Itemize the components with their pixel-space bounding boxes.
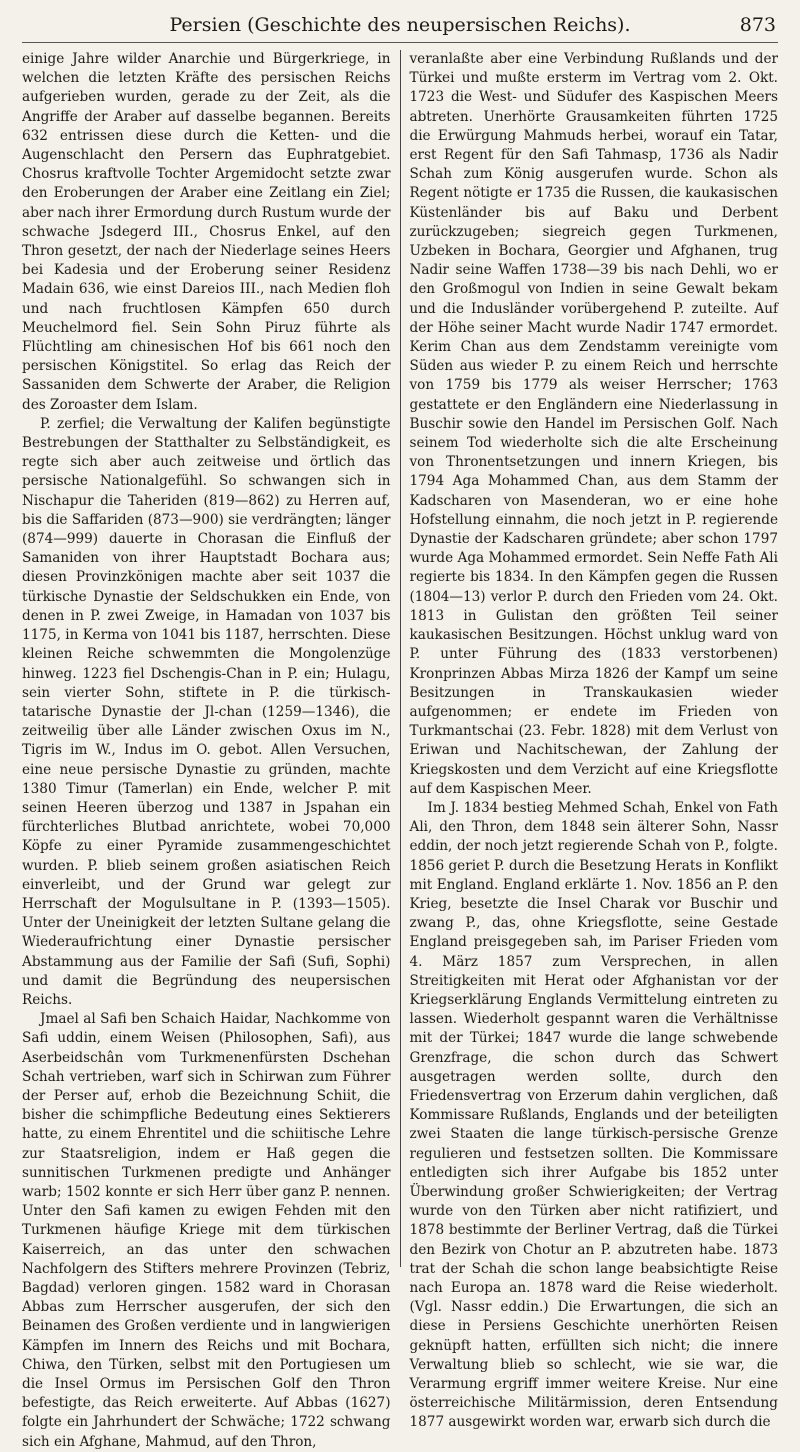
page-number: 873 (739, 14, 776, 36)
left-column (22, 50, 400, 1450)
two-column-body (22, 50, 778, 1450)
paragraph: einige Jahre wilder Anarchie und Bürgerkriege, in welchen die letzten Kräfte des persischen Reichs aufgerieben wurden, gerade zu der Zeit, als die Angriffe der Araber auf dasselbe begannen. Bereits 632 entrissen diese durch die Ketten- und die Augenschlacht den Persern das Euphratgebiet. Chosrus kraftvolle Tochter Argemidocht setzte zwar den Eroberungen der Araber eine Zeitlang ein Ziel; aber nach ihrer Ermordung durch Rustum wurde der schwache Jsdegerd III., Chosrus Enkel, auf den Thron gesetzt, der nach der Niederlage seines Heers bei Kadesia und der Eroberung seiner Residenz Madain 636, wie einst Dareios III., nach Medien floh und nach fruchtlosen Kämpfen 650 durch Meuchelmord fiel. Sein Sohn Piruz führte als Flüchtling am chinesischen Hof bis 661 noch den persischen Königstitel. So erlag das Reich der Sassaniden dem Schwerte der Araber, die Religion des Zoroaster dem Islam. (22, 51, 391, 413)
paragraph: veranlaßte aber eine Verbindung Rußlands und der Türkei und mußte ersterm im Vertrag vom 2. Okt. 1723 die West- und Südufer des Kaspischen Meers abtreten. Unerhörte Grausamkeiten führten 1725 die Erwürgung Mahmuds herbei, worauf ein Tatar, erst Regent für den Safi Tahmasp, 1736 als Nadir Schah zum König ausgerufen wurde. Schon als Regent nötigte er 1735 die Russen, die kaukasischen Küstenländer bis auf Baku und Derbent zurückzugeben; siegreich gegen Turkmenen, Uzbeken in Bochara, Georgier und Afghanen, trug Nadir seine Waffen 1738—39 bis nach Dehli, wo er den Großmogul von Indien in seine Gewalt bekam und die Indusländer vorübergehend P. zuteilte. Auf der Höhe seiner Macht wurde Nadir 1747 ermordet. Kerim Chan aus dem Zendstamm vereinigte vom Süden aus wieder P. zu einem Reich und herrschte von 1759 bis 1779 als weiser Herrscher; 1763 gestattete er den Engländern eine Niederlassung in Buschir sowie den Handel im Persischen Golf. Nach seinem Tod wiederholte sich die alte Erscheinung von Thronentsetzungen und innern Kriegen, bis 1794 Aga Mohammed Chan, aus dem Stamm der Kadscharen von Masenderan, wo er eine hohe Hofstellung einnahm, die noch jetzt in P. regierende Dynastie der Kadscharen gründete; aber schon 1797 wurde Aga Mohammed ermordet. Sein Neffe Fath Ali regierte bis 1834. In den Kämpfen gegen die Russen (1804—13) verlor P. durch den Frieden vom 24. Okt. 1813 in Gulistan den größten Teil seiner kaukasischen Besitzungen. Höchst unklug ward von P. unter Führung des (1833 verstorbenen) Kronprinzen Abbas Mirza 1826 der Kampf um seine Besitzungen in Transkaukasien wieder aufgenommen; er endete im Frieden von Turkmantschai (23. Febr. 1828) mit dem Verlust von Eriwan und Nachitschewan, der Zahlung der Kriegskosten und dem Verzicht auf eine Kriegsflotte auf dem Kaspischen Meer. (409, 51, 778, 797)
paragraph: P. zerfiel; die Verwaltung der Kalifen begünstigte Bestrebungen der Statthalter zu Selbständigkeit, es regte sich aber auch zeitweise und örtlich das persische Nationalgefühl. So schwangen sich in Nischapur die Taheriden (819—862) zu Herren auf, bis die Saffariden (873—900) sie verdrängten; länger (874—999) dauerte in Chorasan die Einfluß der Samaniden von ihrer Hauptstadt Bochara aus; diesen Provinzkönigen machte aber seit 1037 die türkische Dynastie der Seldschukken ein Ende, von denen in P. zwei Zweige, in Hamadan von 1037 bis 1175, in Kerma von 1041 bis 1187, herrschten. Diese kleinen Reiche schwemmten die Mongolenzüge hinweg. 1223 fiel Dschengis-Chan in P. ein; Hulagu, sein vierter Sohn, stiftete in P. die türkisch-tatarische Dynastie der Jl-chan (1259—1346), die zeitweilig über alle Länder zwischen Oxus im N., Tigris im W., Indus im O. gebot. Allen Versuchen, eine neue persische Dynastie zu gründen, machte 1380 Timur (Tamerlan) ein Ende, welcher P. mit seinen Heeren überzog und 1387 in Jspahan ein fürchterliches Blutbad anrichtete, wobei 70,000 Köpfe zu einer Pyramide zusammengeschichtet wurden. P. blieb seinem großen asiatischen Reich einverleibt, und der Grund war gelegt zur Herrschaft der Mogulsultane in P. (1393—1505). Unter der Uneinigkeit der letzten Sultane gelang die Wiederaufrichtung einer Dynastie persischer Abstammung aus der Familie der Safi (Sufi, Sophi) und damit die Begründung des neupersischen Reichs. (22, 415, 391, 1008)
running-title: Persien (Geschichte des neupersischen Reichs). (169, 14, 631, 36)
paragraph: Im J. 1834 bestieg Mehmed Schah, Enkel von Fath Ali, den Thron, dem 1848 sein älterer Sohn, Nassr eddin, der noch jetzt regierende Schah von P., folgte. 1856 geriet P. durch die Besetzung Herats in Konflikt mit England. England erklärte 1. Nov. 1856 an P. den Krieg, besetzte die Insel Charak vor Buschir und zwang P., das, ohne Kriegsflotte, seine Gestade England preisgegeben sah, im Pariser Frieden vom 4. März 1857 zum Versprechen, in allen Streitigkeiten mit Herat oder Afghanistan vor der Kriegserklärung Englands Vermittelung eintreten zu lassen. Wiederholt gespannt waren die Verhältnisse mit der Türkei; 1847 wurde die lange schwebende Grenzfrage, die schon durch das Schwert ausgetragen werden sollte, durch den Friedensvertrag von Erzerum dahin verglichen, daß Kommissare Rußlands, Englands und der beteiligten zwei Staaten die lange türkisch-persische Grenze regulieren und festsetzen sollten. Die Kommissare entledigten sich ihrer Aufgabe bis 1852 unter Überwindung großer Schwierigkeiten; der Vertrag wurde von den Türken aber nicht ratifiziert, und 1878 bestimmte der Berliner Vertrag, daß die Türkei den Bezirk von Chotur an P. abzutreten habe. 1873 trat der Schah die schon lange beabsichtigte Reise nach Europa an. 1878 ward die Reise wiederholt. (Vgl. Nassr eddin.) Die Erwartungen, die sich an diese in Persiens Geschichte unerhörten Reisen geknüpft hatten, erfüllten sich nicht; die innere Verwaltung blieb so schlecht, wie sie war, die Verarmung ergriff immer weitere Kreise. Nur eine österreichische Militärmission, deren Entsendung 1877 ausgewirkt worden war, erwarb sich durch die (409, 799, 778, 1431)
page-header (22, 8, 778, 43)
paragraph: Jmael al Safi ben Schaich Haidar, Nachkomme von Safi uddin, einem Weisen (Philosophen, Safi), aus Aserbeidschân vom Turkmenenfürsten Dschehan Schah vertrieben, warf sich in Schirwan zum Führer der Perser auf, erhob die Bezeichnung Schiit, die bisher die schimpfliche Bedeutung eines Sektierers hatte, zu einem Ehrentitel und die schiitische Lehre zur Staatsreligion, indem er Haß gegen die sunnitischen Turkmenen predigte und Anhänger warb; 1502 konnte er sich Herr über ganz P. nennen. Unter den Safi kamen zu ewigen Fehden mit den Turkmenen häufige Kriege mit dem türkischen Kaiserreich, an das unter den schwachen Nachfolgern des Stifters mehrere Provinzen (Tebriz, Bagdad) verloren gingen. 1582 ward in Chorasan Abbas zum Herrscher ausgerufen, der sich den Beinamen des Großen verdiente und in langwierigen Kämpfen im Innern des Reichs und mit Bochara, Chiwa, den Türken, selbst mit den Portugiesen um die Insel Ormus im Persischen Golf den Thron befestigte, das Reich erweiterte. Auf Abbas (1627) folgte ein Jahrhundert der Schwäche; 1722 schwang sich ein Afghane, Mahmud, auf den Thron, (22, 1011, 391, 1450)
right-column (401, 50, 779, 1431)
